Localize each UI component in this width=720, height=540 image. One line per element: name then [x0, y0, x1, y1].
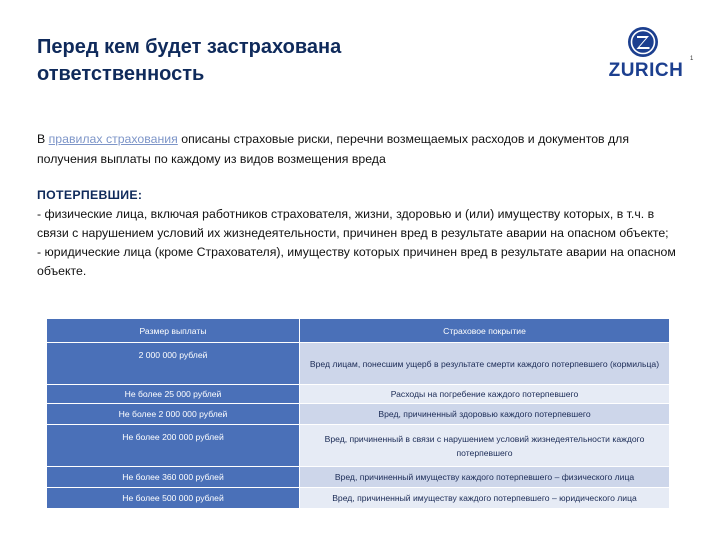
- payout-amount: Не более 25 000 рублей: [47, 385, 300, 404]
- table-row: [47, 488, 670, 509]
- insurance-rules-link[interactable]: правилах страхования: [48, 132, 178, 146]
- victims-heading: ПОТЕРПЕВШИЕ:: [37, 188, 143, 202]
- coverage-text: Вред лицам, понесшим ущерб в результате смерти каждого потерпевшего (кормильца): [300, 343, 670, 385]
- intro-paragraph: [37, 129, 687, 169]
- coverage-text: Расходы на погребение каждого потерпевшего: [300, 385, 670, 404]
- intro-suffix: описаны страховые риски, перечни возмещаемых расходов и документов для получения выплаты по каждому из видов возмещения вреда: [37, 132, 630, 166]
- table-row: [47, 467, 670, 488]
- page-title-line-1: Перед кем будет застрахована: [37, 36, 342, 58]
- page-title-line-2: ответственность: [37, 63, 205, 85]
- payout-amount: 2 000 000 рублей: [47, 343, 300, 385]
- payout-amount: Не более 2 000 000 рублей: [47, 404, 300, 425]
- coverage-text: Вред, причиненный здоровью каждого потерпевшего: [300, 404, 670, 425]
- payout-amount: Не более 500 000 рублей: [47, 488, 300, 509]
- payout-amount: Не более 360 000 рублей: [47, 467, 300, 488]
- logo-wordmark: ZURICH: [608, 60, 684, 81]
- payout-amount: Не более 200 000 рублей: [47, 425, 300, 467]
- header-payout-amount: Размер выплаты: [47, 319, 300, 343]
- table-row: [47, 385, 670, 404]
- coverage-text: Вред, причиненный имуществу каждого потерпевшего – физического лица: [300, 467, 670, 488]
- zurich-logo: [600, 26, 692, 86]
- payout-table: [46, 318, 670, 509]
- table-row: [47, 425, 670, 467]
- intro-prefix: В: [37, 132, 49, 146]
- table-header-row: [47, 319, 670, 343]
- table-row: [47, 404, 670, 425]
- victims-item-individuals: - физические лица, включая работников страхователя, жизни, здоровью и (или) имуществу которых, в т.ч. в связи с нарушением условий их жизнедеятельности, причинен вред в результате аварии на опасном объекте;: [37, 207, 669, 240]
- page-title: [37, 34, 517, 88]
- table-row: [47, 343, 670, 385]
- logo-superscript: 1: [690, 56, 694, 62]
- zurich-z-icon: [627, 26, 659, 58]
- victims-section: [37, 186, 687, 281]
- header-coverage: Страховое покрытие: [300, 319, 670, 343]
- victims-item-legal-entities: - юридические лица (кроме Страхователя), имуществу которых причинен вред в результате аварии на опасном объекте.: [37, 245, 676, 278]
- coverage-text: Вред, причиненный в связи с нарушением условий жизнедеятельности каждого потерпевшего: [300, 425, 670, 467]
- coverage-text: Вред, причиненный имуществу каждого потерпевшего – юридического лица: [300, 488, 670, 509]
